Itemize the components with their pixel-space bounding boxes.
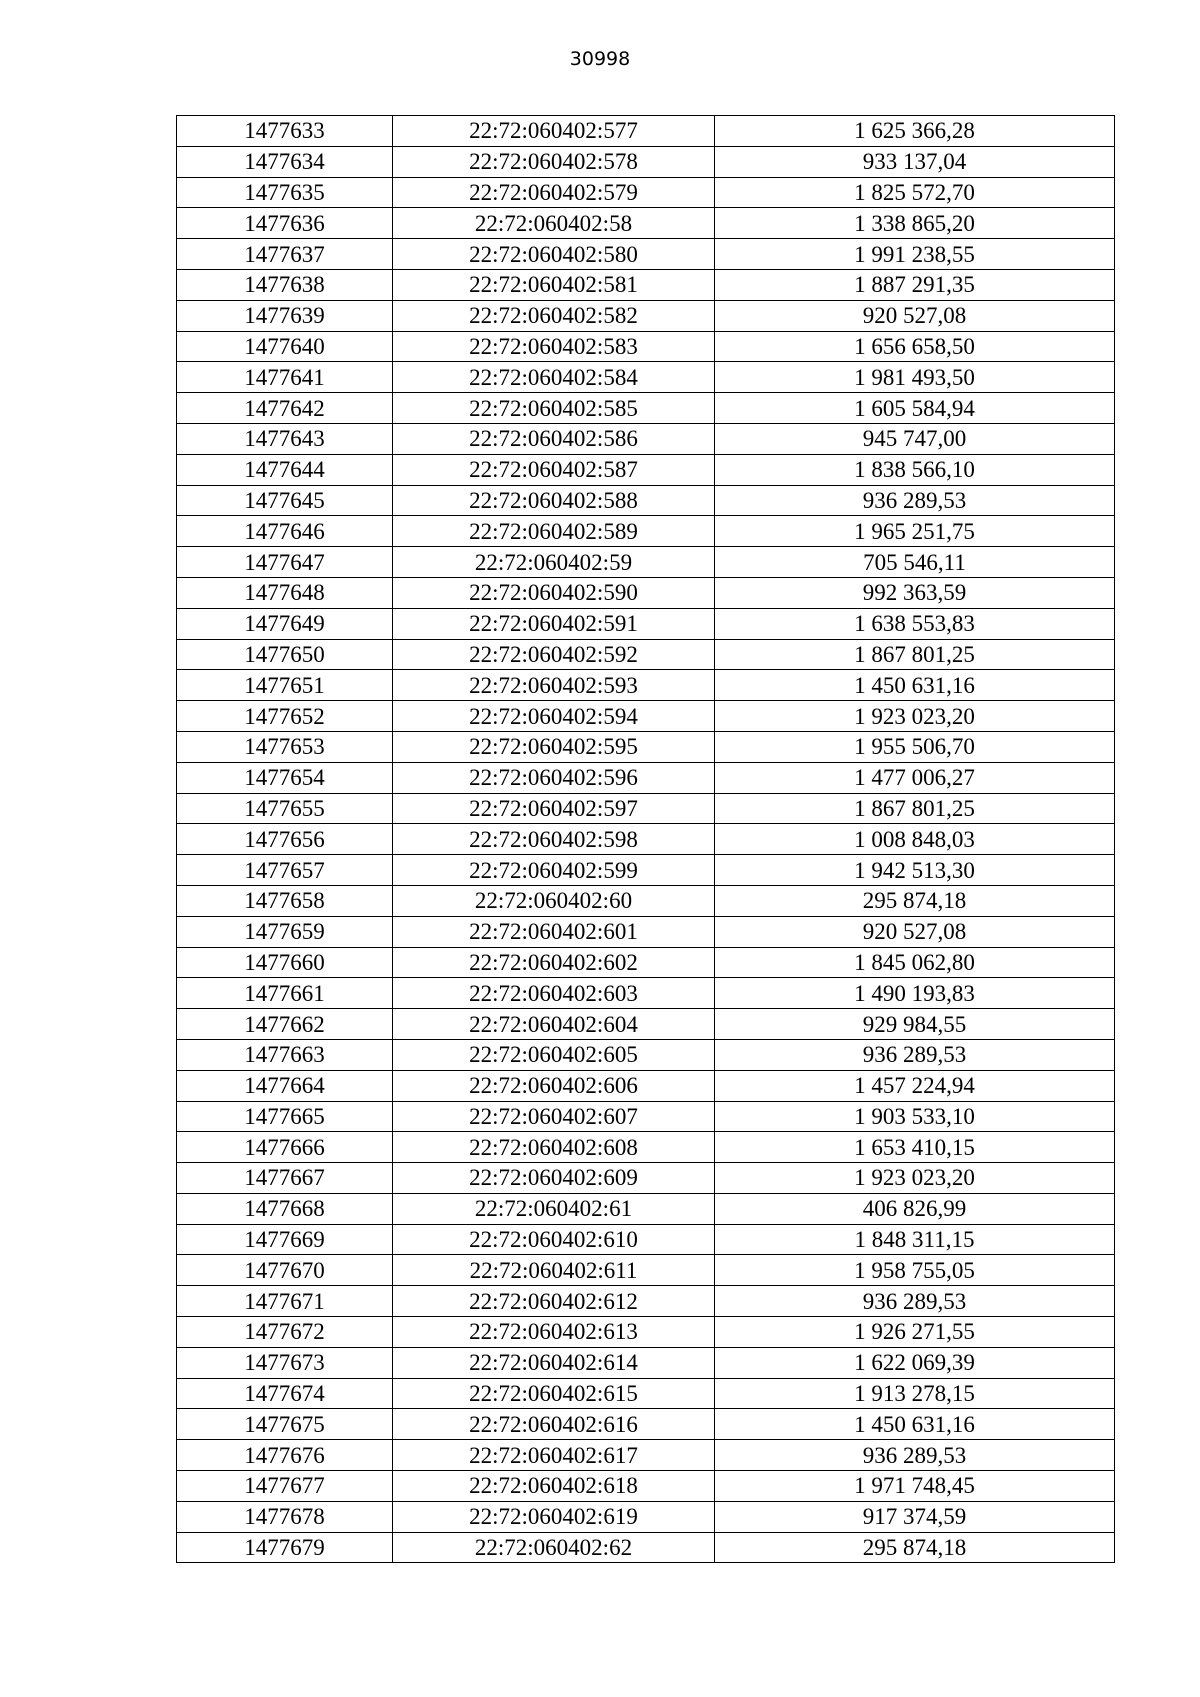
table-row (177, 608, 1115, 639)
cadastral-value-cell: 1 490 193,83 (715, 978, 1115, 1009)
table-row (177, 116, 1115, 147)
record-number-cell: 1477644 (177, 454, 393, 485)
cadastral-number-cell: 22:72:060402:580 (393, 239, 715, 270)
cadastral-value-cell: 933 137,04 (715, 146, 1115, 177)
table-row (177, 269, 1115, 300)
table-row (177, 454, 1115, 485)
cadastral-value-cell: 1 457 224,94 (715, 1070, 1115, 1101)
cadastral-number-cell: 22:72:060402:58 (393, 208, 715, 239)
cadastral-value-cell: 1 838 566,10 (715, 454, 1115, 485)
table-row (177, 1440, 1115, 1471)
table-row (177, 1347, 1115, 1378)
cadastral-number-cell: 22:72:060402:612 (393, 1286, 715, 1317)
record-number-cell: 1477651 (177, 670, 393, 701)
cadastral-value-cell: 920 527,08 (715, 916, 1115, 947)
cadastral-number-cell: 22:72:060402:586 (393, 423, 715, 454)
table-row (177, 1163, 1115, 1194)
table-row (177, 1532, 1115, 1563)
table-row (177, 516, 1115, 547)
cadastral-value-cell: 1 867 801,25 (715, 793, 1115, 824)
record-number-cell: 1477674 (177, 1378, 393, 1409)
table-row (177, 1224, 1115, 1255)
record-number-cell: 1477657 (177, 855, 393, 886)
record-number-cell: 1477660 (177, 947, 393, 978)
record-number-cell: 1477675 (177, 1409, 393, 1440)
cadastral-number-cell: 22:72:060402:609 (393, 1163, 715, 1194)
record-number-cell: 1477678 (177, 1501, 393, 1532)
cadastral-number-cell: 22:72:060402:592 (393, 639, 715, 670)
table-row (177, 177, 1115, 208)
cadastral-number-cell: 22:72:060402:607 (393, 1101, 715, 1132)
cadastral-value-cell: 1 656 658,50 (715, 331, 1115, 362)
cadastral-number-cell: 22:72:060402:579 (393, 177, 715, 208)
table-row (177, 1039, 1115, 1070)
record-number-cell: 1477635 (177, 177, 393, 208)
cadastral-number-cell: 22:72:060402:615 (393, 1378, 715, 1409)
record-number-cell: 1477668 (177, 1193, 393, 1224)
cadastral-number-cell: 22:72:060402:582 (393, 300, 715, 331)
cadastral-value-cell: 406 826,99 (715, 1193, 1115, 1224)
cadastral-value-cell: 1 605 584,94 (715, 393, 1115, 424)
record-number-cell: 1477636 (177, 208, 393, 239)
record-number-cell: 1477640 (177, 331, 393, 362)
cadastral-value-cell: 992 363,59 (715, 577, 1115, 608)
cadastral-number-cell: 22:72:060402:613 (393, 1317, 715, 1348)
cadastral-number-cell: 22:72:060402:594 (393, 701, 715, 732)
cadastral-value-cell: 929 984,55 (715, 1009, 1115, 1040)
record-number-cell: 1477670 (177, 1255, 393, 1286)
table-row (177, 855, 1115, 886)
record-number-cell: 1477645 (177, 485, 393, 516)
record-number-cell: 1477638 (177, 269, 393, 300)
table-row (177, 1009, 1115, 1040)
table-row (177, 916, 1115, 947)
cadastral-value-cell: 1 955 506,70 (715, 731, 1115, 762)
cadastral-number-cell: 22:72:060402:595 (393, 731, 715, 762)
table-row (177, 239, 1115, 270)
cadastral-number-cell: 22:72:060402:590 (393, 577, 715, 608)
record-number-cell: 1477647 (177, 547, 393, 578)
cadastral-number-cell: 22:72:060402:591 (393, 608, 715, 639)
cadastral-number-cell: 22:72:060402:610 (393, 1224, 715, 1255)
cadastral-number-cell: 22:72:060402:61 (393, 1193, 715, 1224)
record-number-cell: 1477667 (177, 1163, 393, 1194)
record-number-cell: 1477671 (177, 1286, 393, 1317)
cadastral-value-cell: 1 903 533,10 (715, 1101, 1115, 1132)
cadastral-number-cell: 22:72:060402:618 (393, 1471, 715, 1502)
cadastral-number-cell: 22:72:060402:614 (393, 1347, 715, 1378)
cadastral-value-cell: 936 289,53 (715, 1286, 1115, 1317)
table-body (177, 116, 1115, 1563)
cadastral-value-cell: 920 527,08 (715, 300, 1115, 331)
record-number-cell: 1477672 (177, 1317, 393, 1348)
cadastral-value-cell: 936 289,53 (715, 1039, 1115, 1070)
table-row (177, 731, 1115, 762)
table-row (177, 1193, 1115, 1224)
cadastral-number-cell: 22:72:060402:577 (393, 116, 715, 147)
record-number-cell: 1477656 (177, 824, 393, 855)
record-number-cell: 1477658 (177, 885, 393, 916)
record-number-cell: 1477634 (177, 146, 393, 177)
cadastral-value-cell: 705 546,11 (715, 547, 1115, 578)
cadastral-number-cell: 22:72:060402:589 (393, 516, 715, 547)
record-number-cell: 1477659 (177, 916, 393, 947)
cadastral-value-cell: 1 965 251,75 (715, 516, 1115, 547)
table-row (177, 885, 1115, 916)
record-number-cell: 1477648 (177, 577, 393, 608)
cadastral-number-cell: 22:72:060402:611 (393, 1255, 715, 1286)
cadastral-value-cell: 1 867 801,25 (715, 639, 1115, 670)
cadastral-value-cell: 1 450 631,16 (715, 670, 1115, 701)
table-row (177, 762, 1115, 793)
record-number-cell: 1477663 (177, 1039, 393, 1070)
table-row (177, 1132, 1115, 1163)
table-row (177, 393, 1115, 424)
page-number: 30998 (569, 48, 631, 70)
table-row (177, 701, 1115, 732)
table-row (177, 1317, 1115, 1348)
table-row (177, 1409, 1115, 1440)
cadastral-number-cell: 22:72:060402:608 (393, 1132, 715, 1163)
record-number-cell: 1477646 (177, 516, 393, 547)
cadastral-number-cell: 22:72:060402:583 (393, 331, 715, 362)
record-number-cell: 1477654 (177, 762, 393, 793)
cadastral-value-cell: 1 991 238,55 (715, 239, 1115, 270)
cadastral-number-cell: 22:72:060402:603 (393, 978, 715, 1009)
record-number-cell: 1477673 (177, 1347, 393, 1378)
cadastral-value-cell: 1 653 410,15 (715, 1132, 1115, 1163)
cadastral-value-cell: 917 374,59 (715, 1501, 1115, 1532)
record-number-cell: 1477643 (177, 423, 393, 454)
cadastral-number-cell: 22:72:060402:584 (393, 362, 715, 393)
table-row (177, 362, 1115, 393)
table-row (177, 146, 1115, 177)
cadastral-value-cell: 1 942 513,30 (715, 855, 1115, 886)
cadastral-value-cell: 1 638 553,83 (715, 608, 1115, 639)
cadastral-value-cell: 1 887 291,35 (715, 269, 1115, 300)
cadastral-value-cell: 1 958 755,05 (715, 1255, 1115, 1286)
cadastral-number-cell: 22:72:060402:587 (393, 454, 715, 485)
record-number-cell: 1477664 (177, 1070, 393, 1101)
table-row (177, 793, 1115, 824)
table-row (177, 824, 1115, 855)
cadastral-value-cell: 295 874,18 (715, 1532, 1115, 1563)
table-row (177, 1255, 1115, 1286)
cadastral-value-cell: 1 622 069,39 (715, 1347, 1115, 1378)
cadastral-number-cell: 22:72:060402:616 (393, 1409, 715, 1440)
table-row (177, 670, 1115, 701)
table-row (177, 423, 1115, 454)
record-number-cell: 1477662 (177, 1009, 393, 1040)
record-number-cell: 1477653 (177, 731, 393, 762)
cadastral-number-cell: 22:72:060402:593 (393, 670, 715, 701)
cadastral-number-cell: 22:72:060402:617 (393, 1440, 715, 1471)
cadastral-number-cell: 22:72:060402:585 (393, 393, 715, 424)
table-row (177, 1501, 1115, 1532)
cadastral-value-cell: 1 625 366,28 (715, 116, 1115, 147)
record-number-cell: 1477677 (177, 1471, 393, 1502)
record-number-cell: 1477666 (177, 1132, 393, 1163)
table-row (177, 331, 1115, 362)
cadastral-value-cell: 1 971 748,45 (715, 1471, 1115, 1502)
cadastral-number-cell: 22:72:060402:597 (393, 793, 715, 824)
record-number-cell: 1477637 (177, 239, 393, 270)
table-row (177, 577, 1115, 608)
cadastral-number-cell: 22:72:060402:59 (393, 547, 715, 578)
cadastral-number-cell: 22:72:060402:62 (393, 1532, 715, 1563)
record-number-cell: 1477669 (177, 1224, 393, 1255)
record-number-cell: 1477679 (177, 1532, 393, 1563)
cadastral-number-cell: 22:72:060402:60 (393, 885, 715, 916)
record-number-cell: 1477661 (177, 978, 393, 1009)
table-row (177, 1070, 1115, 1101)
record-number-cell: 1477633 (177, 116, 393, 147)
cadastral-value-table (176, 115, 1115, 1563)
table-row (177, 1378, 1115, 1409)
cadastral-value-cell: 1 981 493,50 (715, 362, 1115, 393)
cadastral-value-cell: 295 874,18 (715, 885, 1115, 916)
table-row (177, 547, 1115, 578)
record-number-cell: 1477639 (177, 300, 393, 331)
record-number-cell: 1477655 (177, 793, 393, 824)
record-number-cell: 1477642 (177, 393, 393, 424)
cadastral-number-cell: 22:72:060402:601 (393, 916, 715, 947)
table-row (177, 978, 1115, 1009)
table-row (177, 300, 1115, 331)
cadastral-number-cell: 22:72:060402:596 (393, 762, 715, 793)
cadastral-number-cell: 22:72:060402:604 (393, 1009, 715, 1040)
cadastral-value-cell: 1 338 865,20 (715, 208, 1115, 239)
table-row (177, 1101, 1115, 1132)
cadastral-value-cell: 1 008 848,03 (715, 824, 1115, 855)
cadastral-value-cell: 1 825 572,70 (715, 177, 1115, 208)
cadastral-value-cell: 1 848 311,15 (715, 1224, 1115, 1255)
cadastral-value-cell: 1 450 631,16 (715, 1409, 1115, 1440)
cadastral-value-cell: 936 289,53 (715, 485, 1115, 516)
table-row (177, 1471, 1115, 1502)
cadastral-number-cell: 22:72:060402:578 (393, 146, 715, 177)
table-row (177, 947, 1115, 978)
cadastral-value-cell: 1 913 278,15 (715, 1378, 1115, 1409)
record-number-cell: 1477676 (177, 1440, 393, 1471)
cadastral-value-cell: 1 845 062,80 (715, 947, 1115, 978)
table-row (177, 639, 1115, 670)
table-row (177, 485, 1115, 516)
cadastral-number-cell: 22:72:060402:605 (393, 1039, 715, 1070)
record-number-cell: 1477652 (177, 701, 393, 732)
table-row (177, 208, 1115, 239)
record-number-cell: 1477665 (177, 1101, 393, 1132)
record-number-cell: 1477649 (177, 608, 393, 639)
cadastral-number-cell: 22:72:060402:619 (393, 1501, 715, 1532)
record-number-cell: 1477650 (177, 639, 393, 670)
cadastral-value-cell: 1 477 006,27 (715, 762, 1115, 793)
cadastral-number-cell: 22:72:060402:599 (393, 855, 715, 886)
cadastral-value-cell: 936 289,53 (715, 1440, 1115, 1471)
cadastral-value-cell: 1 926 271,55 (715, 1317, 1115, 1348)
record-number-cell: 1477641 (177, 362, 393, 393)
cadastral-number-cell: 22:72:060402:588 (393, 485, 715, 516)
cadastral-number-cell: 22:72:060402:602 (393, 947, 715, 978)
cadastral-value-cell: 945 747,00 (715, 423, 1115, 454)
cadastral-value-cell: 1 923 023,20 (715, 701, 1115, 732)
cadastral-number-cell: 22:72:060402:581 (393, 269, 715, 300)
cadastral-number-cell: 22:72:060402:606 (393, 1070, 715, 1101)
cadastral-value-cell: 1 923 023,20 (715, 1163, 1115, 1194)
cadastral-number-cell: 22:72:060402:598 (393, 824, 715, 855)
table-row (177, 1286, 1115, 1317)
